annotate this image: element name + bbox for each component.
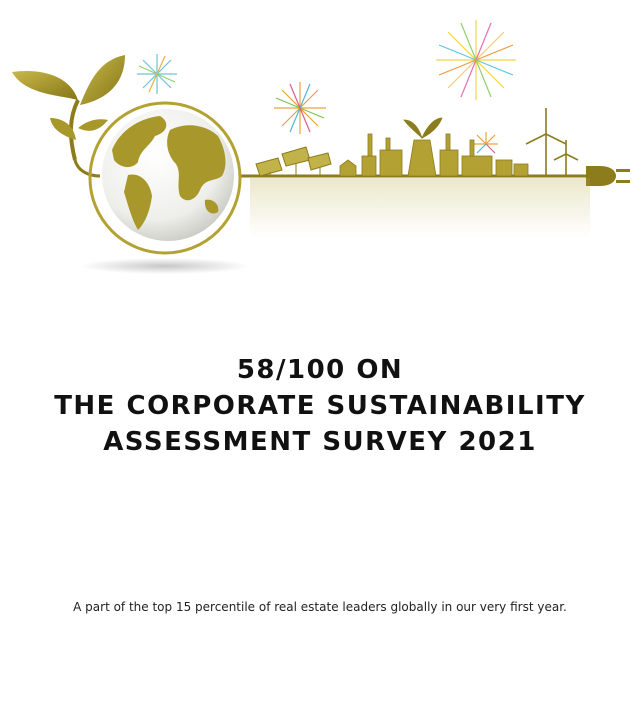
headline [0,352,640,460]
power-plug-icon [586,166,630,186]
headline-line-1: 58/100 ON [236,355,404,385]
factory-icon [340,118,528,176]
headline-line-2: THE CORPORATE SUSTAINABILITY [54,391,586,421]
wind-turbine-icon [526,108,578,176]
headline-line-3: ASSESSMENT SURVEY 2021 [103,427,537,457]
sustainability-illustration [0,0,640,290]
cityscape-reflection [250,178,590,238]
subline-text: A part of the top 15 percentile of real estate leaders globally in our very first year. [73,600,567,614]
globe-icon [90,103,240,253]
globe-shadow [80,258,250,274]
leaf-sprout-icon [12,55,125,160]
solar-panel-icon [256,147,331,176]
